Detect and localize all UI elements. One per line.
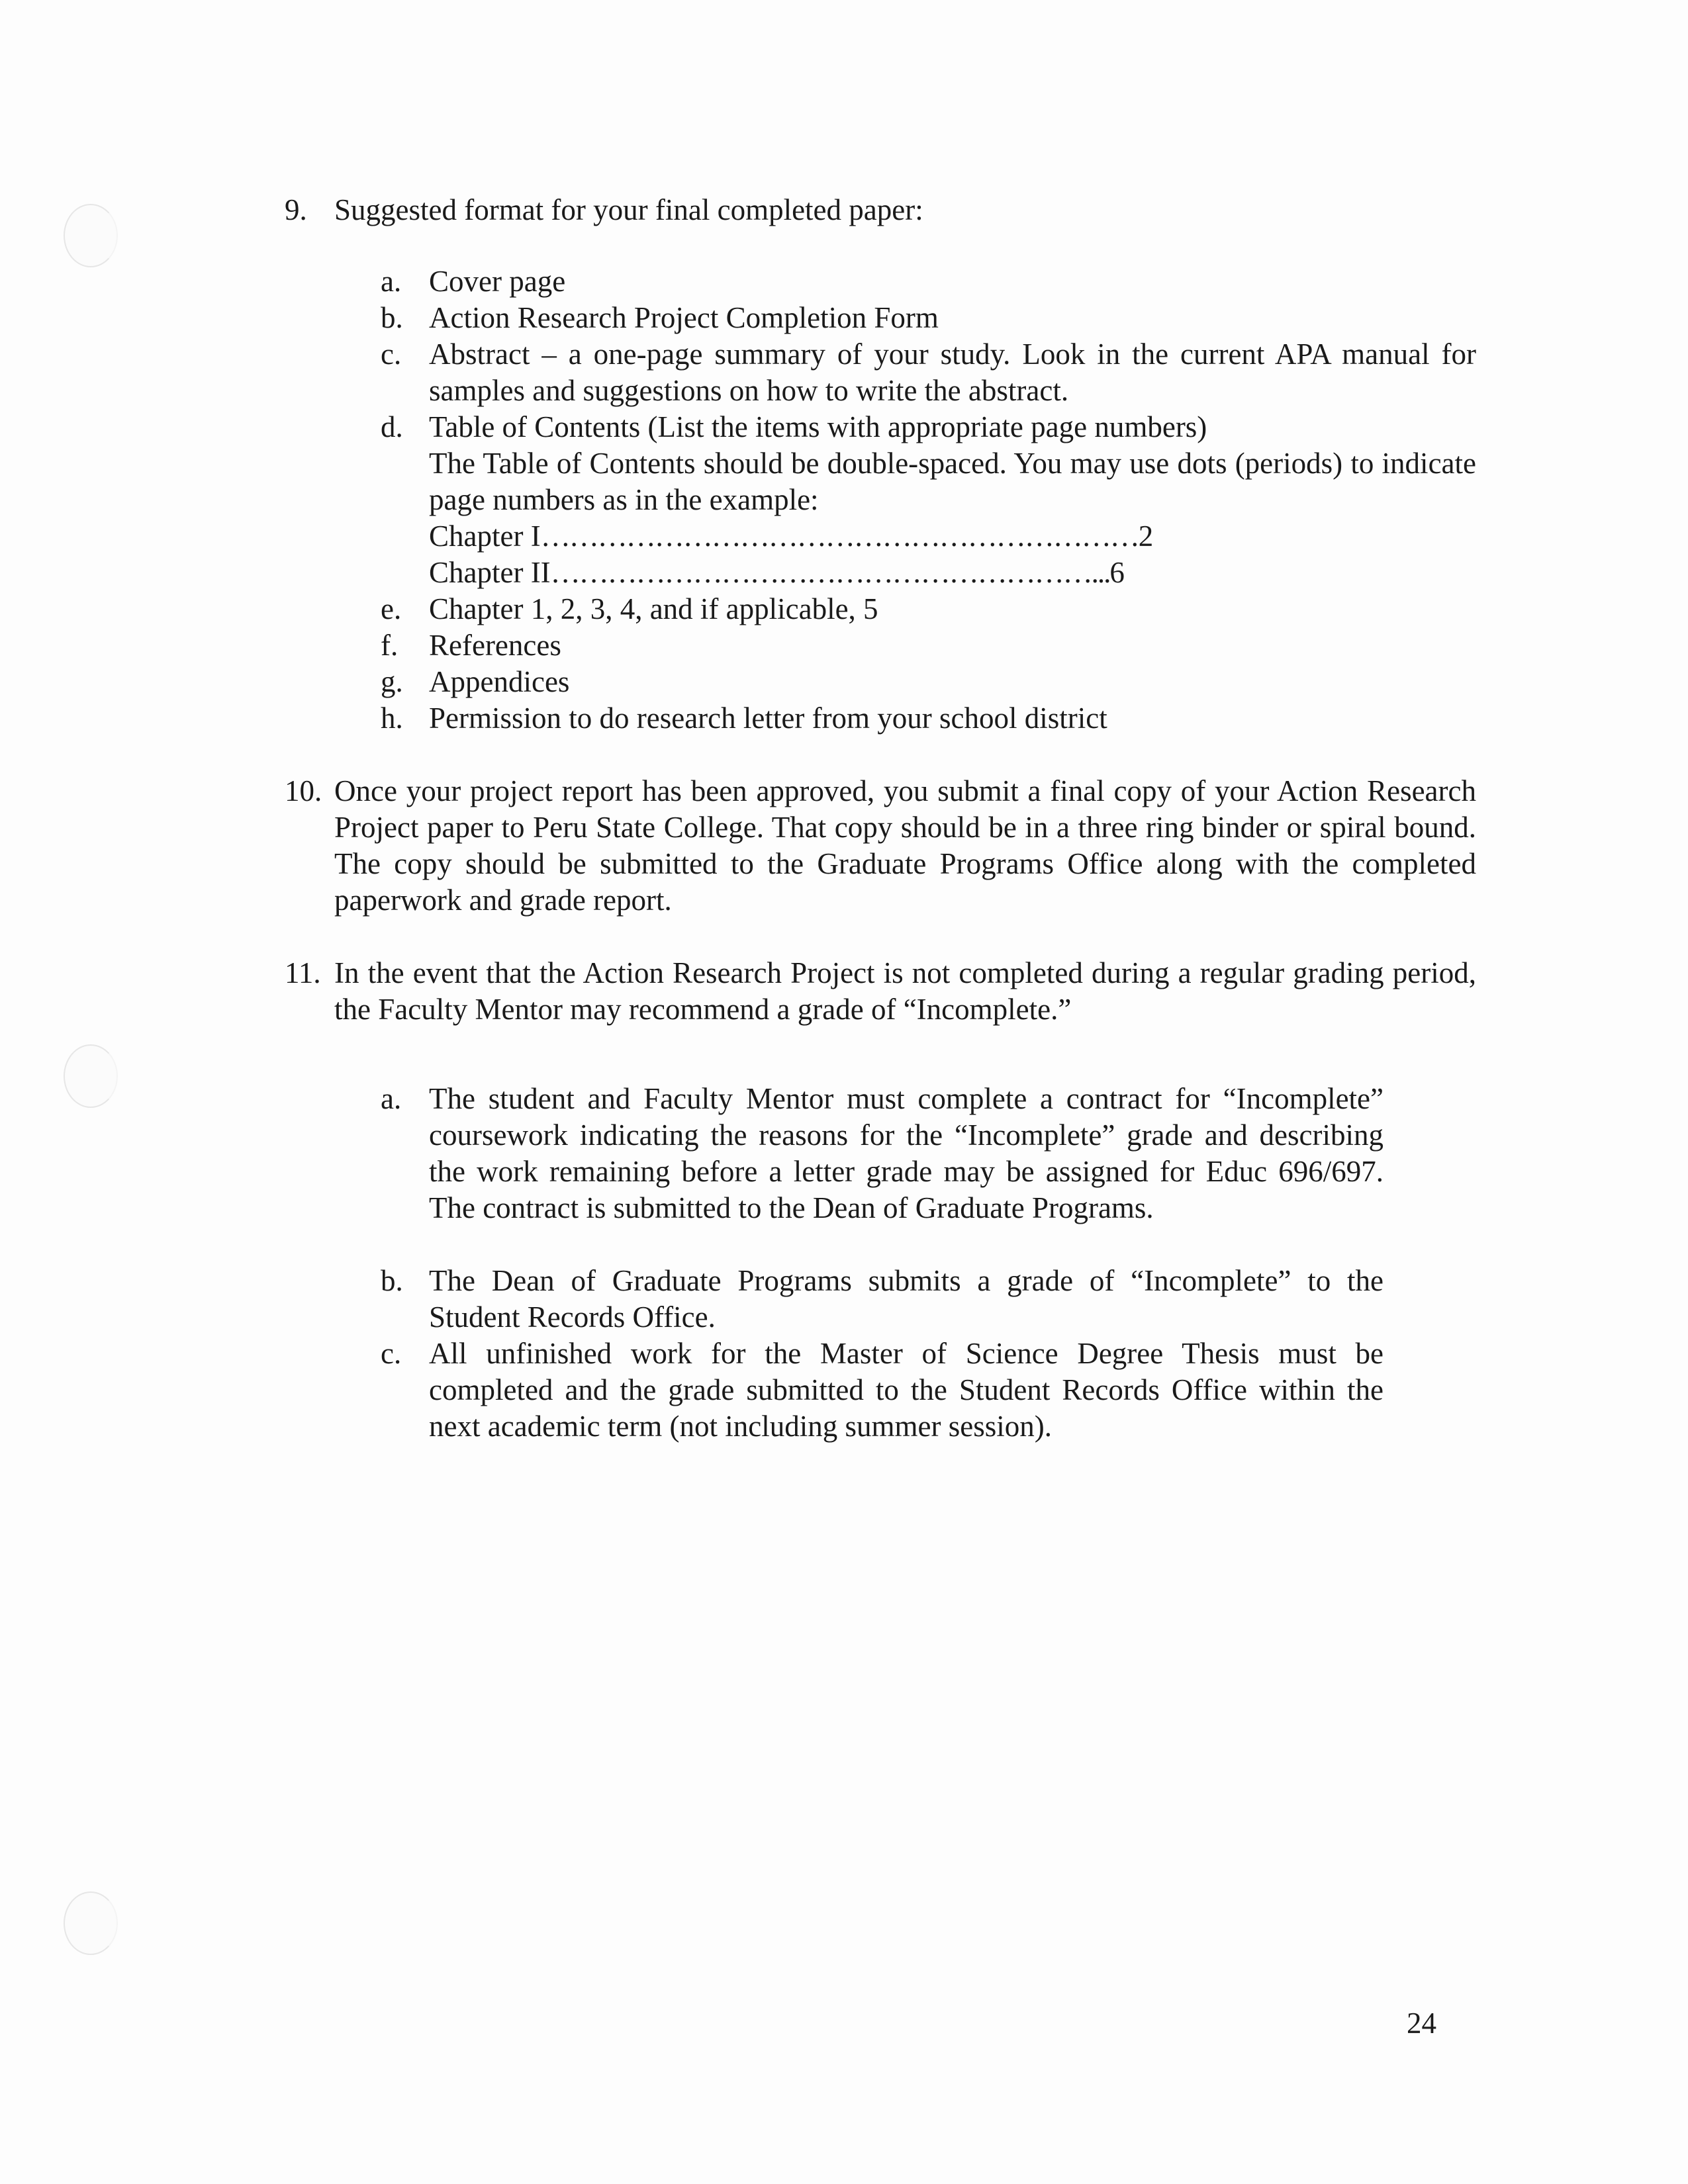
item-9g-text: Appendices [429,665,570,698]
item-9b-text: Action Research Project Completion Form [429,301,939,334]
toc-example-chapter-1 [429,518,1153,555]
item-9h-marker: h. [381,702,403,735]
item-9f-text: References [429,629,561,662]
item-9d-text: Table of Contents (List the items with appropriate page numbers) [429,410,1207,443]
item-11-number: 11. [285,956,321,989]
item-9d-marker: d. [381,410,403,443]
item-11-text: In the event that the Action Research Project is not completed during a regular grading period, the Faculty Mentor may recommend a grade of “Incomplete.” [334,956,1476,1026]
item-11b-text: The Dean of Graduate Programs submits a grade of “Incomplete” to the Student Records Office. [429,1264,1383,1334]
toc-example-page: 2 [1138,520,1154,553]
toc-example-chapter-2 [429,555,1125,591]
item-11c-marker: c. [381,1337,402,1370]
item-9c-text: Abstract – a one-page summary of your study. Look in the current APA manual for samples and suggestions on how to write the abstract. [429,338,1476,407]
item-9g-marker: g. [381,665,403,698]
punch-hole-bottom [64,1891,118,1955]
item-10-number: 10. [285,774,322,807]
toc-example-label: Chapter II [429,556,551,589]
toc-example-label: Chapter I [429,520,541,553]
item-9c-marker: c. [381,338,402,371]
item-11a-text: The student and Faculty Mentor must complete a contract for “Incomplete” coursework indicating the reasons for the “Incomplete” grade and describing the work remaining before a letter grade may be assigned for Educ 696/697. The contract is submitted to the Dean of Graduate Programs. [429,1082,1383,1224]
item-9f-marker: f. [381,629,399,662]
item-9a-marker: a. [381,265,402,298]
punch-hole-top [64,204,118,267]
punch-hole-middle [64,1044,118,1108]
item-9-heading: Suggested format for your final completed paper: [334,193,923,226]
toc-example-page: 6 [1109,556,1125,589]
item-9e-text: Chapter 1, 2, 3, 4, and if applicable, 5 [429,592,878,625]
item-11a-marker: a. [381,1082,402,1115]
page-number: 24 [1407,2007,1436,2040]
item-9-number: 9. [285,193,307,226]
item-9e-marker: e. [381,592,402,625]
item-9b-marker: b. [381,301,403,334]
item-11b-marker: b. [381,1264,403,1297]
toc-example-dots: ……………………………………………………… [540,520,1139,553]
item-10-text: Once your project report has been approved, you submit a final copy of your Action Research Project paper to Peru State College. That copy should be in a three ring binder or spiral bound. The copy should be submitted to the Graduate Programs Office along with the completed paperwork and grade report. [334,774,1476,917]
item-9d-note: The Table of Contents should be double-spaced. You may use dots (periods) to indicate page numbers as in the example: [429,447,1476,516]
toc-example-dots: …………………………………………………... [550,556,1110,589]
item-9a-text: Cover page [429,265,566,298]
item-11c-text: All unfinished work for the Master of Science Degree Thesis must be completed and the grade submitted to the Student Records Office within the next academic term (not including summer session). [429,1337,1383,1443]
item-9h-text: Permission to do research letter from your school district [429,702,1107,735]
